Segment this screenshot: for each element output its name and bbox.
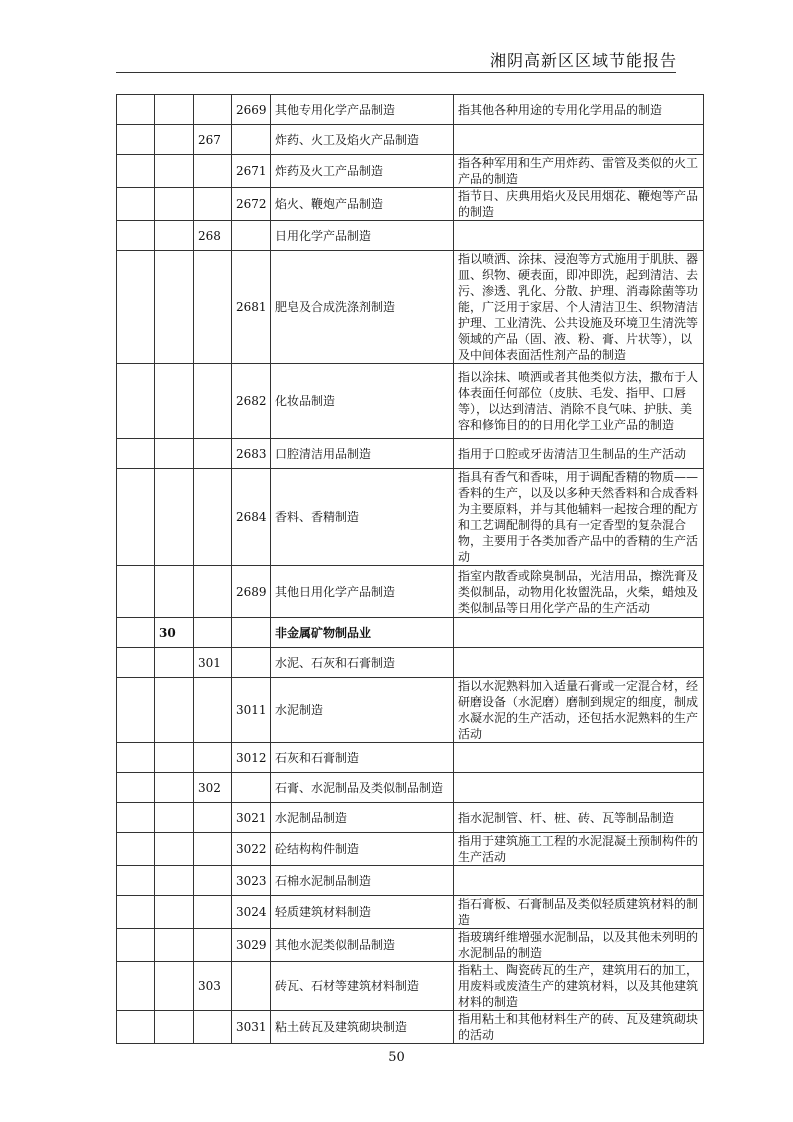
cell-major-code xyxy=(155,364,194,439)
table-row xyxy=(117,866,704,896)
cell-medium-code: 268 xyxy=(194,221,232,251)
cell-major-code xyxy=(155,1011,194,1044)
cell-medium-code xyxy=(194,618,232,648)
cell-description: 指室内散香或除臭制品，光洁用品，擦洗膏及类似制品，动物用化妆盥洗品，火柴，蜡烛及类似制品等日用化学产品的生产活动 xyxy=(454,566,704,618)
cell-medium-code xyxy=(194,929,232,962)
cell-minor-code: 2671 xyxy=(232,155,271,188)
cell-category-name: 水泥、石灰和石膏制造 xyxy=(271,648,454,678)
cell-description: 指以涂抹、喷洒或者其他类似方法，撒布于人体表面任何部位（皮肤、毛发、指甲、口唇等），以达到清洁、消除不良气味、护肤、美容和修饰目的的日用化学工业产品的制造 xyxy=(454,364,704,439)
cell-medium-code xyxy=(194,188,232,221)
table-row xyxy=(117,566,704,618)
cell-level1 xyxy=(117,1011,155,1044)
cell-description: 指具有香气和香味，用于调配香精的物质——香料的生产，以及以多种天然香料和合成香料为主要原料，并与其他辅料一起按合理的配方和工艺调配制得的具有一定香型的复杂混合物，主要用于各类加香产品中的香精的生产活动 xyxy=(454,469,704,566)
cell-medium-code xyxy=(194,1011,232,1044)
table-row xyxy=(117,962,704,1011)
cell-major-code xyxy=(155,469,194,566)
cell-minor-code xyxy=(232,125,271,155)
cell-medium-code xyxy=(194,866,232,896)
cell-medium-code: 303 xyxy=(194,962,232,1011)
cell-major-code xyxy=(155,773,194,803)
cell-level1 xyxy=(117,678,155,743)
cell-minor-code: 3021 xyxy=(232,803,271,833)
cell-major-code: 30 xyxy=(155,618,194,648)
table-row xyxy=(117,678,704,743)
cell-minor-code: 3024 xyxy=(232,896,271,929)
cell-level1 xyxy=(117,469,155,566)
cell-category-name: 粘土砖瓦及建筑砌块制造 xyxy=(271,1011,454,1044)
cell-minor-code: 2672 xyxy=(232,188,271,221)
cell-level1 xyxy=(117,566,155,618)
cell-minor-code: 3023 xyxy=(232,866,271,896)
cell-minor-code xyxy=(232,773,271,803)
cell-description: 指石膏板、石膏制品及类似轻质建筑材料的制造 xyxy=(454,896,704,929)
cell-description: 指水泥制管、杆、桩、砖、瓦等制品制造 xyxy=(454,803,704,833)
table-row xyxy=(117,469,704,566)
cell-medium-code xyxy=(194,364,232,439)
cell-description: 指节日、庆典用焰火及民用烟花、鞭炮等产品的制造 xyxy=(454,188,704,221)
cell-level1 xyxy=(117,125,155,155)
cell-major-code xyxy=(155,251,194,364)
cell-category-name: 焰火、鞭炮产品制造 xyxy=(271,188,454,221)
cell-minor-code: 2683 xyxy=(232,439,271,469)
cell-category-name: 口腔清洁用品制造 xyxy=(271,439,454,469)
cell-major-code xyxy=(155,896,194,929)
table-row xyxy=(117,155,704,188)
cell-category-name: 水泥制造 xyxy=(271,678,454,743)
cell-level1 xyxy=(117,743,155,773)
cell-level1 xyxy=(117,962,155,1011)
table-row xyxy=(117,618,704,648)
cell-level1 xyxy=(117,618,155,648)
cell-medium-code: 301 xyxy=(194,648,232,678)
cell-level1 xyxy=(117,833,155,866)
cell-description xyxy=(454,743,704,773)
cell-medium-code xyxy=(194,743,232,773)
cell-medium-code xyxy=(194,833,232,866)
cell-major-code xyxy=(155,743,194,773)
cell-level1 xyxy=(117,251,155,364)
cell-medium-code xyxy=(194,95,232,125)
cell-description: 指其他各种用途的专用化学用品的制造 xyxy=(454,95,704,125)
cell-minor-code: 2684 xyxy=(232,469,271,566)
table-row xyxy=(117,95,704,125)
cell-description xyxy=(454,618,704,648)
cell-category-name: 石灰和石膏制造 xyxy=(271,743,454,773)
cell-level1 xyxy=(117,364,155,439)
cell-major-code xyxy=(155,866,194,896)
cell-minor-code: 2681 xyxy=(232,251,271,364)
cell-description: 指以水泥熟料加入适量石膏或一定混合材，经研磨设备（水泥磨）磨制到规定的细度，制成水凝水泥的生产活动，还包括水泥熟料的生产活动 xyxy=(454,678,704,743)
table-row xyxy=(117,125,704,155)
cell-major-code xyxy=(155,155,194,188)
cell-major-code xyxy=(155,188,194,221)
table-row xyxy=(117,364,704,439)
cell-description xyxy=(454,125,704,155)
cell-major-code xyxy=(155,929,194,962)
cell-level1 xyxy=(117,221,155,251)
cell-medium-code xyxy=(194,566,232,618)
cell-category-name: 化妆品制造 xyxy=(271,364,454,439)
cell-category-name: 水泥制品制造 xyxy=(271,803,454,833)
cell-description: 指用粘土和其他材料生产的砖、瓦及建筑砌块的活动 xyxy=(454,1011,704,1044)
cell-major-code xyxy=(155,95,194,125)
page-number: 50 xyxy=(388,1050,405,1065)
cell-medium-code: 267 xyxy=(194,125,232,155)
cell-minor-code xyxy=(232,221,271,251)
cell-major-code xyxy=(155,566,194,618)
cell-level1 xyxy=(117,648,155,678)
table-row xyxy=(117,221,704,251)
cell-major-code xyxy=(155,125,194,155)
cell-medium-code: 302 xyxy=(194,773,232,803)
cell-level1 xyxy=(117,155,155,188)
cell-description xyxy=(454,773,704,803)
cell-major-code xyxy=(155,678,194,743)
cell-major-code xyxy=(155,803,194,833)
cell-category-name: 砼结构构件制造 xyxy=(271,833,454,866)
cell-major-code xyxy=(155,439,194,469)
table-row xyxy=(117,773,704,803)
cell-level1 xyxy=(117,803,155,833)
cell-minor-code: 3031 xyxy=(232,1011,271,1044)
cell-minor-code: 2669 xyxy=(232,95,271,125)
cell-category-name: 石膏、水泥制品及类似制品制造 xyxy=(271,773,454,803)
cell-level1 xyxy=(117,773,155,803)
industry-classification-table xyxy=(116,94,704,1044)
table-row xyxy=(117,1011,704,1044)
cell-minor-code: 3022 xyxy=(232,833,271,866)
cell-description: 指用于建筑施工工程的水泥混凝土预制构件的生产活动 xyxy=(454,833,704,866)
cell-medium-code xyxy=(194,439,232,469)
cell-category-name: 日用化学产品制造 xyxy=(271,221,454,251)
cell-category-name: 轻质建筑材料制造 xyxy=(271,896,454,929)
cell-level1 xyxy=(117,95,155,125)
cell-level1 xyxy=(117,866,155,896)
header-title: 湘阴高新区区域节能报告 xyxy=(489,51,677,70)
cell-category-name: 石棉水泥制品制造 xyxy=(271,866,454,896)
cell-minor-code: 3012 xyxy=(232,743,271,773)
cell-description xyxy=(454,648,704,678)
table-row xyxy=(117,251,704,364)
cell-minor-code xyxy=(232,962,271,1011)
cell-medium-code xyxy=(194,251,232,364)
cell-medium-code xyxy=(194,469,232,566)
table-row xyxy=(117,929,704,962)
cell-category-name: 砖瓦、石材等建筑材料制造 xyxy=(271,962,454,1011)
cell-description: 指以喷洒、涂抹、浸泡等方式施用于肌肤、器皿、织物、硬表面，即冲即洗，起到清洁、去污、渗透、乳化、分散、护理、消毒除菌等功能，广泛用于家居、个人清洁卫生、织物清洁护理、工业清洗、公共设施及环境卫生清洗等领域的产品（固、液、粉、膏、片状等），以及中间体表面活性剂产品的制造 xyxy=(454,251,704,364)
cell-major-code xyxy=(155,833,194,866)
cell-category-name: 非金属矿物制品业 xyxy=(271,618,454,648)
cell-description xyxy=(454,866,704,896)
cell-minor-code xyxy=(232,618,271,648)
table-row xyxy=(117,896,704,929)
cell-minor-code: 3029 xyxy=(232,929,271,962)
cell-level1 xyxy=(117,896,155,929)
cell-medium-code xyxy=(194,155,232,188)
table-row xyxy=(117,833,704,866)
cell-category-name: 炸药及火工产品制造 xyxy=(271,155,454,188)
table-row xyxy=(117,803,704,833)
cell-description: 指粘土、陶瓷砖瓦的生产，建筑用石的加工，用废料或废渣生产的建筑材料，以及其他建筑材料的制造 xyxy=(454,962,704,1011)
cell-minor-code: 2689 xyxy=(232,566,271,618)
cell-level1 xyxy=(117,439,155,469)
header-divider xyxy=(116,72,676,73)
cell-category-name: 炸药、火工及焰火产品制造 xyxy=(271,125,454,155)
cell-major-code xyxy=(155,962,194,1011)
cell-description: 指玻璃纤维增强水泥制品，以及其他未列明的水泥制品的制造 xyxy=(454,929,704,962)
cell-category-name: 香料、香精制造 xyxy=(271,469,454,566)
table-body xyxy=(117,95,704,1044)
cell-minor-code xyxy=(232,648,271,678)
cell-level1 xyxy=(117,188,155,221)
cell-category-name: 其他专用化学产品制造 xyxy=(271,95,454,125)
cell-medium-code xyxy=(194,678,232,743)
cell-minor-code: 3011 xyxy=(232,678,271,743)
cell-medium-code xyxy=(194,896,232,929)
cell-category-name: 肥皂及合成洗涤剂制造 xyxy=(271,251,454,364)
cell-major-code xyxy=(155,221,194,251)
cell-category-name: 其他水泥类似制品制造 xyxy=(271,929,454,962)
cell-major-code xyxy=(155,648,194,678)
cell-minor-code: 2682 xyxy=(232,364,271,439)
table-row xyxy=(117,439,704,469)
table-row xyxy=(117,648,704,678)
cell-level1 xyxy=(117,929,155,962)
cell-description: 指用于口腔或牙齿清洁卫生制品的生产活动 xyxy=(454,439,704,469)
table-row xyxy=(117,188,704,221)
cell-category-name: 其他日用化学产品制造 xyxy=(271,566,454,618)
cell-description: 指各种军用和生产用炸药、雷管及类似的火工产品的制造 xyxy=(454,155,704,188)
cell-description xyxy=(454,221,704,251)
cell-medium-code xyxy=(194,803,232,833)
table-row xyxy=(117,743,704,773)
